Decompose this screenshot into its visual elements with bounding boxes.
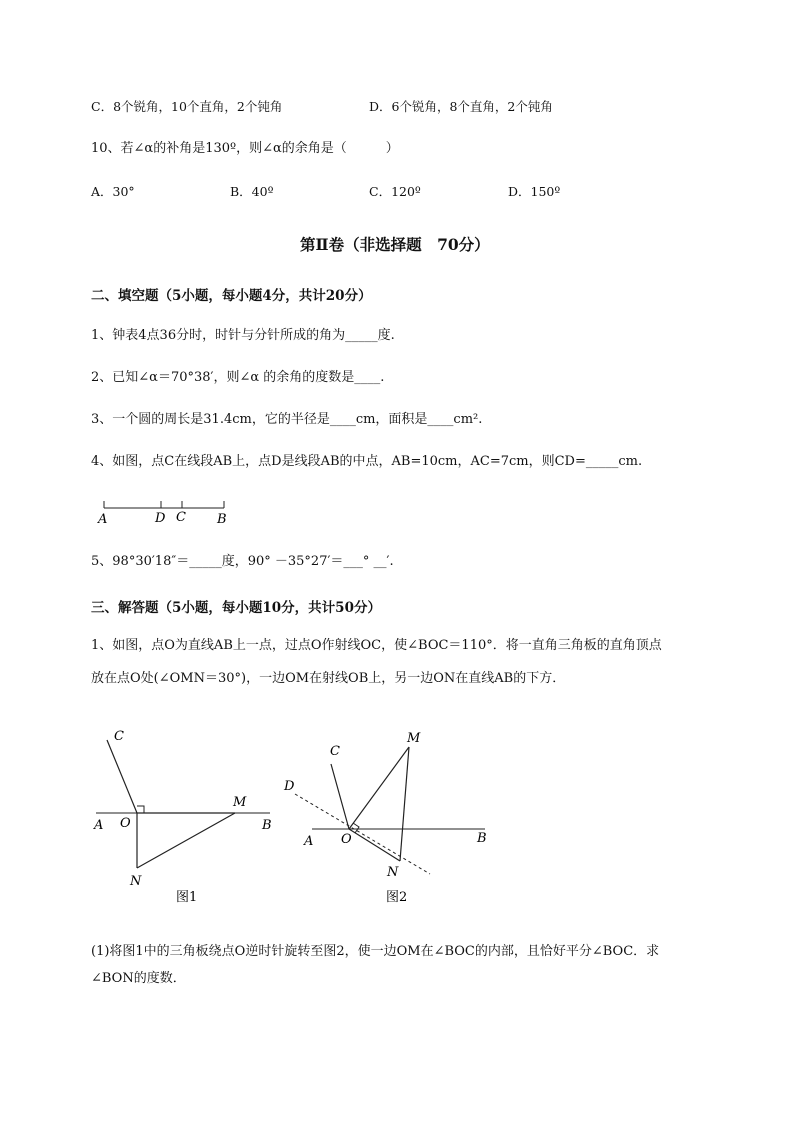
fig2-label-n: N <box>387 865 399 880</box>
solve-heading: 三、解答题（5小题，每小题10分，共计50分） <box>91 600 381 616</box>
fig2-label-m: M <box>407 731 421 746</box>
fig2-label-c: C <box>330 744 340 759</box>
segment-figure <box>90 492 250 530</box>
fig1-label-a: A <box>94 818 104 833</box>
fill-q3: 3、一个圆的周长是31.4cm，它的半径是____cm，面积是____cm². <box>91 412 483 427</box>
q9-option-d: D．6个锐角，8个直角，2个钝角 <box>369 99 553 114</box>
solve-q1-line2: 放在点O处(∠OMN＝30°)，一边OM在射线OB上，另一边ON在直线AB的下方． <box>91 671 566 686</box>
q10-option-a: A．30° <box>91 184 135 199</box>
part2-title: 第Ⅱ卷（非选择题 70分） <box>300 235 490 254</box>
fig2-caption: 图2 <box>386 890 408 905</box>
fig2-label-d: D <box>284 779 295 794</box>
fill-blank-heading: 二、填空题（5小题，每小题4分，共计20分） <box>91 288 372 304</box>
q9-option-c: C．8个锐角，10个直角，2个钝角 <box>91 99 283 114</box>
figure-2 <box>280 720 500 910</box>
solve-sub1-line1: (1)将图1中的三角板绕点O逆时针旋转至图2，使一边OM在∠BOC的内部，且恰好平分∠BOC．求 <box>91 944 660 959</box>
fig1-label-b: B <box>262 818 272 833</box>
fill-q1: 1、钟表4点36分时，时针与分针所成的角为_____度. <box>91 328 395 343</box>
q10-option-b: B．40º <box>230 184 274 199</box>
fill-q4: 4、如图，点C在线段AB上，点D是线段AB的中点，AB=10cm，AC=7cm，则CD=_____cm. <box>91 454 643 469</box>
q10-stem: 10、若∠α的补角是130º，则∠α的余角是（ ） <box>91 141 399 156</box>
fig1-caption: 图1 <box>176 890 198 905</box>
point-label-d: D <box>155 511 166 526</box>
fig1-label-n: N <box>130 874 142 889</box>
fill-q5: 5、98°30′18″＝_____度，90° －35°27′＝___° __′. <box>91 554 394 569</box>
fig2-label-a: A <box>304 834 314 849</box>
point-label-c: C <box>176 510 186 525</box>
figure-1 <box>85 720 285 910</box>
q10-option-c: C．120º <box>369 184 421 199</box>
fill-q2: 2、已知∠α＝70°38′，则∠α 的余角的度数是____. <box>91 370 385 385</box>
point-label-a: A <box>98 512 108 527</box>
point-label-b: B <box>217 512 227 527</box>
fig1-label-o: O <box>120 816 131 831</box>
solve-q1-line1: 1、如图，点O为直线AB上一点，过点O作射线OC，使∠BOC＝110°．将一直角三角板的直角顶点 <box>91 638 662 653</box>
fig1-label-c: C <box>114 729 124 744</box>
solve-sub1-line2: ∠BON的度数． <box>91 971 186 986</box>
q10-option-d: D．150º <box>508 184 561 199</box>
fig2-label-b: B <box>477 831 487 846</box>
fig1-label-m: M <box>233 795 247 810</box>
fig2-label-o: O <box>341 832 352 847</box>
